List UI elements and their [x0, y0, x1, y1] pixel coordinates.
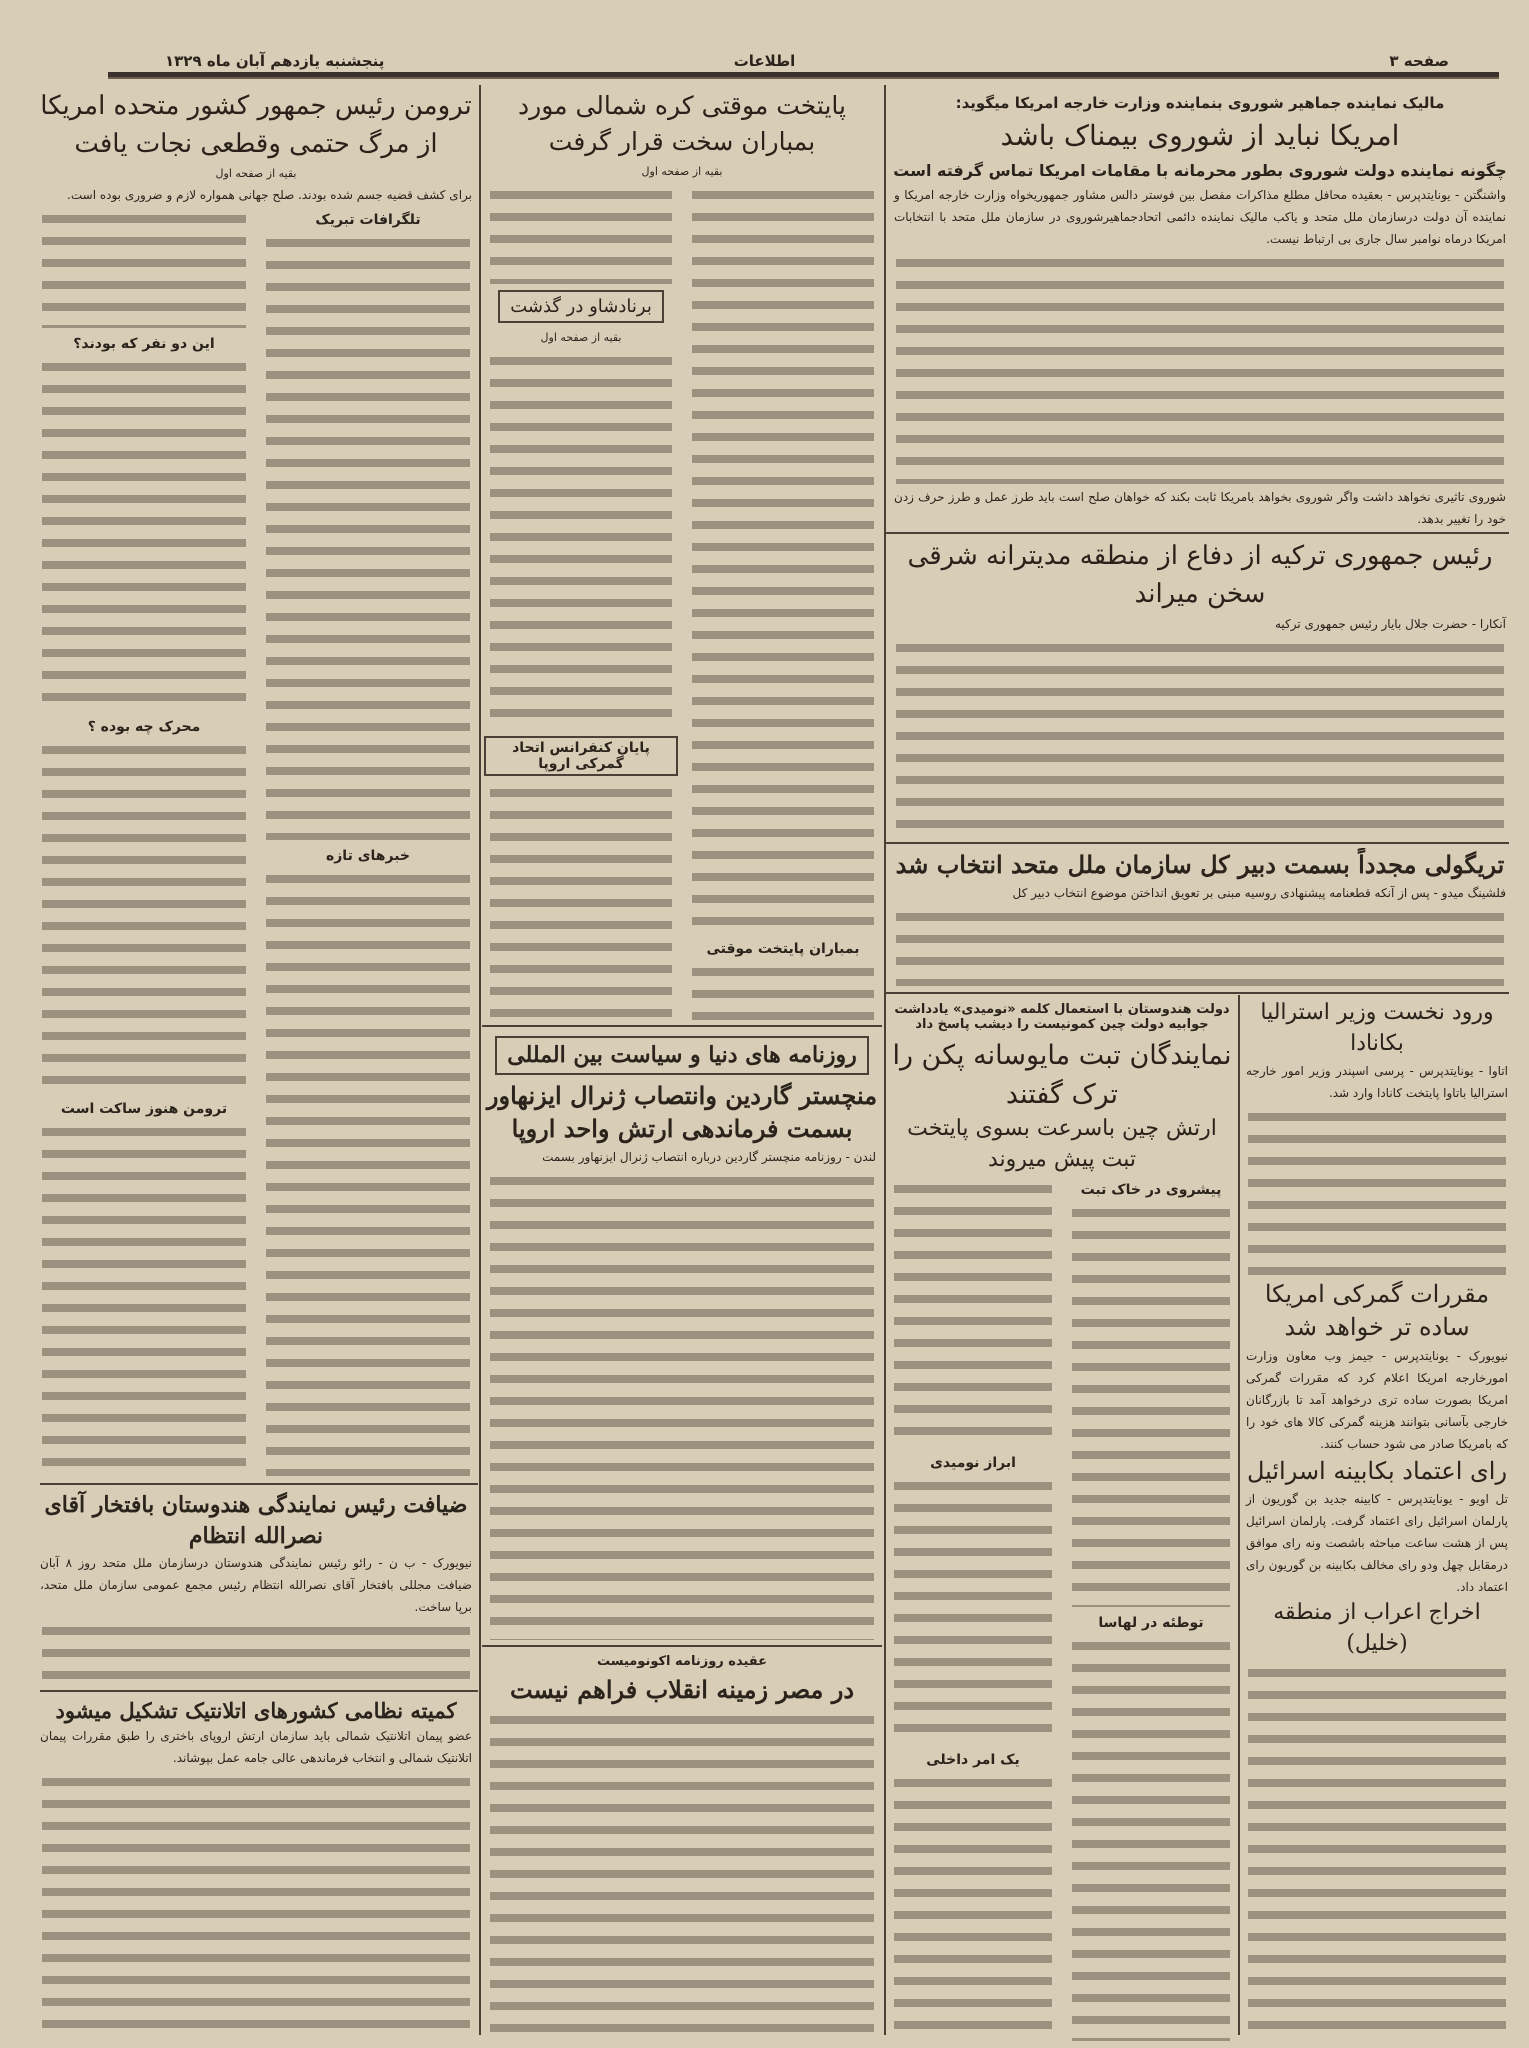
body-text-lines [1072, 1202, 1230, 1608]
article-kicker: مالیک نماینده جماهیر شوروی بنماینده وزارت خارجه امریکا میگوید: [955, 94, 1445, 112]
body-text-lines [896, 637, 1504, 836]
body-text-lines [894, 1772, 1052, 2041]
article-korea [484, 88, 880, 1023]
subhead: ترومن هنوز ساکت است [60, 1101, 228, 1118]
body-text-lines [692, 961, 874, 1021]
subhead: تلگرافات تبریک [315, 212, 421, 229]
article-subtitle: چگونه نماینده دولت شوروی بطور محرمانه با مقامات امریکا تماس گرفته است [893, 160, 1507, 180]
article-subtitle: ارتش چین باسرعت بسوی پایتخت تبت پیش میروند [907, 1116, 1217, 1173]
customs-union-title: پایان کنفرانس اتحاد گمرکی اروپا [484, 736, 678, 776]
divider [482, 1025, 882, 1027]
article-truman [36, 88, 476, 1478]
section-title: روزنامه های دنیا و سیاست بین المللی [495, 1036, 868, 1075]
canada-body: اتاوا - یونایتدپرس - پرسی اسپندر وزیر امور خارجه استرالیا باتاوا پایتخت کانادا وارد شد. [1246, 1063, 1508, 1100]
article-title: امریکا نباید از شوروی بیمناک باشد [1000, 119, 1400, 152]
israel-title: رای اعتماد بکابینه اسرائیل [1246, 1456, 1508, 1485]
body-text-lines [490, 184, 672, 284]
article-title: تریگولی مجدداً بسمت دبیر کل سازمان ملل متحد انتخاب شد [895, 850, 1505, 879]
body-text-lines [42, 739, 246, 1094]
page-number: صفحه ۳ [1389, 52, 1449, 70]
continued-note: بقیه از صفحه اول [540, 330, 622, 344]
divider [886, 842, 1509, 844]
body-text-lines [1072, 1635, 1230, 2041]
article-nato [36, 1696, 476, 2041]
column-divider [884, 85, 886, 2035]
body-text-lines [894, 1178, 1052, 1447]
article-tibet [888, 998, 1236, 2043]
column-divider [1238, 995, 1240, 2035]
body-text-lines [42, 1771, 470, 2039]
article-title: ضیافت رئیس نمایندگی هندوستان بافتخار آقای نصرالله انتظام [44, 1492, 468, 1549]
body-text-lines [1248, 1106, 1506, 1276]
body-text-lines [42, 208, 246, 328]
article-title: کمیته نظامی کشورهای اتلانتیک تشکیل میشود [55, 1698, 457, 1723]
canada-title: ورود نخست وزیر استرالیا بکانادا [1260, 1000, 1494, 1056]
divider [40, 1483, 478, 1485]
subhead: یک امر داخلی [926, 1751, 1020, 1768]
article-body: نیویورک - ب ن - رائو رئیس نمایندگی هندوستان درسازمان ملل متحد روز ۸ آبان ضیافت مجللی بافتخار آقای نصرالله انتظام رئیس مجمع عمومی سازمان ملل متحد، برپا ساخت. [40, 1555, 472, 1614]
body-text-lines [266, 232, 470, 840]
article-kicker: عقیده روزنامه اکونومیست [596, 1654, 768, 1669]
article-title: رئیس جمهوری ترکیه از دفاع از منطقه مدیترانه شرقی سخن میراند [907, 541, 1493, 609]
article-body: عضو پیمان اتلانتیک شمالی باید سازمان ارتش اروپای باختری را طبق مقررات پیمان اتلانتیک شمالی و انتخاب فرماندهی عالی جامه عمل بپوشاند. [40, 1729, 472, 1766]
article-title: پایتخت موقتی کره شمالی مورد بمباران سخت قرار گرفت [518, 91, 846, 157]
body-text-lines [692, 184, 874, 934]
article-body: آنکارا - حضرت جلال بایار رئیس جمهوری ترکیه [1275, 617, 1506, 632]
body-text-lines [490, 1709, 874, 2038]
body-text-lines [42, 1620, 470, 1686]
body-text-lines [42, 1121, 246, 1476]
article-body: لندن - روزنامه منچستر گاردین درباره انتصاب ژنرال ایزنهاور بسمت [542, 1149, 876, 1164]
article-body: فلشینگ میدو - پس از آنکه قطعنامه پیشنهادی روسیه مبنی بر تعویق انداختن موضوع انتخاب دبیر کل [1012, 885, 1506, 900]
body-text-lines [266, 868, 470, 1476]
masthead-rule [108, 72, 1499, 79]
body-text-lines [490, 782, 672, 1021]
article-title: منچستر گاردین وانتصاب ژنرال ایزنهاور بسمت فرماندهی ارتش واحد اروپا [486, 1080, 878, 1144]
article-title: ترومن رئیس جمهور کشور متحده امریکا از مرگ حتمی وقطعی نجات یافت [40, 91, 472, 159]
divider [482, 1645, 882, 1647]
article-ending: شوروی تاثیری نخواهد داشت واگر شوروی بخواهد بامریکا ثابت بکند که خواهان صلح است باید طرز عمل و طرز حرف زدن خود را تغییر بدهد. [894, 490, 1506, 526]
article-kicker: دولت هندوستان با استعمال کلمه «نومیدی» یادداشت جوابیه دولت چین کمونیست را دیشب پاسخ داد [894, 1002, 1230, 1032]
article-title: در مصر زمینه انقلاب فراهم نیست [509, 1675, 855, 1704]
far-right-column [1242, 998, 1512, 2043]
continued-note: بقیه از صفحه اول [215, 167, 297, 181]
article-press-review [484, 1032, 880, 1642]
body-text-lines [896, 252, 1504, 484]
article-title: نمایندگان تبت مایوسانه پکن را ترک گفتند [892, 1040, 1232, 1111]
divider [40, 1690, 478, 1692]
newspaper-name: اطلاعات [733, 52, 796, 70]
article-soviet-america [890, 90, 1510, 530]
arabs-title: اخراج اعراب از منطقه (خلیل) [1273, 1600, 1481, 1657]
article-turkey [890, 538, 1510, 838]
shaw-title: برنادشاو در گذشت [498, 290, 664, 323]
article-body: برای کشف قضیه جسم شده بودند. صلح جهانی همواره لازم و ضروری بوده است. [67, 188, 472, 203]
subhead: این دو نفر که بودند؟ [73, 336, 215, 353]
column-divider [479, 85, 481, 2035]
subhead: بمباران پایتخت موقتی [706, 941, 860, 957]
israel-body: تل اویو - یونایتدپرس - کابینه جدید بن گوریون از پارلمان اسرائیل رای اعتماد گرفت. پارلمان اسرائیل پس از هشت ساعت مباحثه باشصت ونه رای موافق درمقابل چهل ودو رای مخالف بکابینه بن گوریون رای اعتماد داد. [1246, 1492, 1508, 1595]
body-text-lines [894, 1475, 1052, 1744]
subhead: توطئه در لهاسا [1098, 1615, 1204, 1632]
divider [886, 992, 1509, 994]
article-body: واشنگتن - یونایتدپرس - بعقیده محافل مطلع مذاکرات مفصل بین فوستر دالس مشاور جمهوریخواه وزارت خارجه امریکا و نماینده آن دولت درسازمان ملل متحد و یاکب مالیک نماینده دائمی اتحادجماهیرشوروی در سازمان ملل متحد با انتخابات امریکا درماه نوامبر سال جاری بی ارتباط نیست. [894, 187, 1506, 246]
issue-date: پنجشنبه یازدهم آبان ماه ۱۳۲۹ [165, 52, 385, 70]
subhead: پیشروی در خاک تبت [1080, 1181, 1222, 1198]
article-trygve-lie [890, 848, 1510, 988]
subhead: ابراز نومیدی [930, 1454, 1016, 1471]
divider [886, 532, 1509, 534]
body-text-lines [42, 356, 246, 711]
body-text-lines [896, 906, 1504, 986]
subhead: خبرهای تازه [325, 848, 411, 865]
continued-note: بقیه از صفحه اول [641, 164, 723, 178]
body-text-lines [490, 350, 672, 730]
article-egypt [484, 1650, 880, 2040]
body-text-lines [490, 1170, 874, 1640]
article-india-reception [36, 1490, 476, 1688]
customs-body: نیویورک - یونایتدپرس - جیمز وب معاون وزارت امورخارجه امریکا اعلام کرد که مقررات گمرکی امریکا بصورت ساده تری درخواهد آمد تا بازرگانان خارجی بآسانی بتوانند هزینه گمرکی کالا های خود را که بامریکا صادر می شود حساب کنند. [1246, 1348, 1508, 1451]
body-text-lines [1248, 1662, 1506, 2041]
subhead: محرک چه بوده ؟ [87, 718, 201, 735]
customs-title: مقررات گمرکی امریکا ساده تر خواهد شد [1264, 1279, 1490, 1342]
